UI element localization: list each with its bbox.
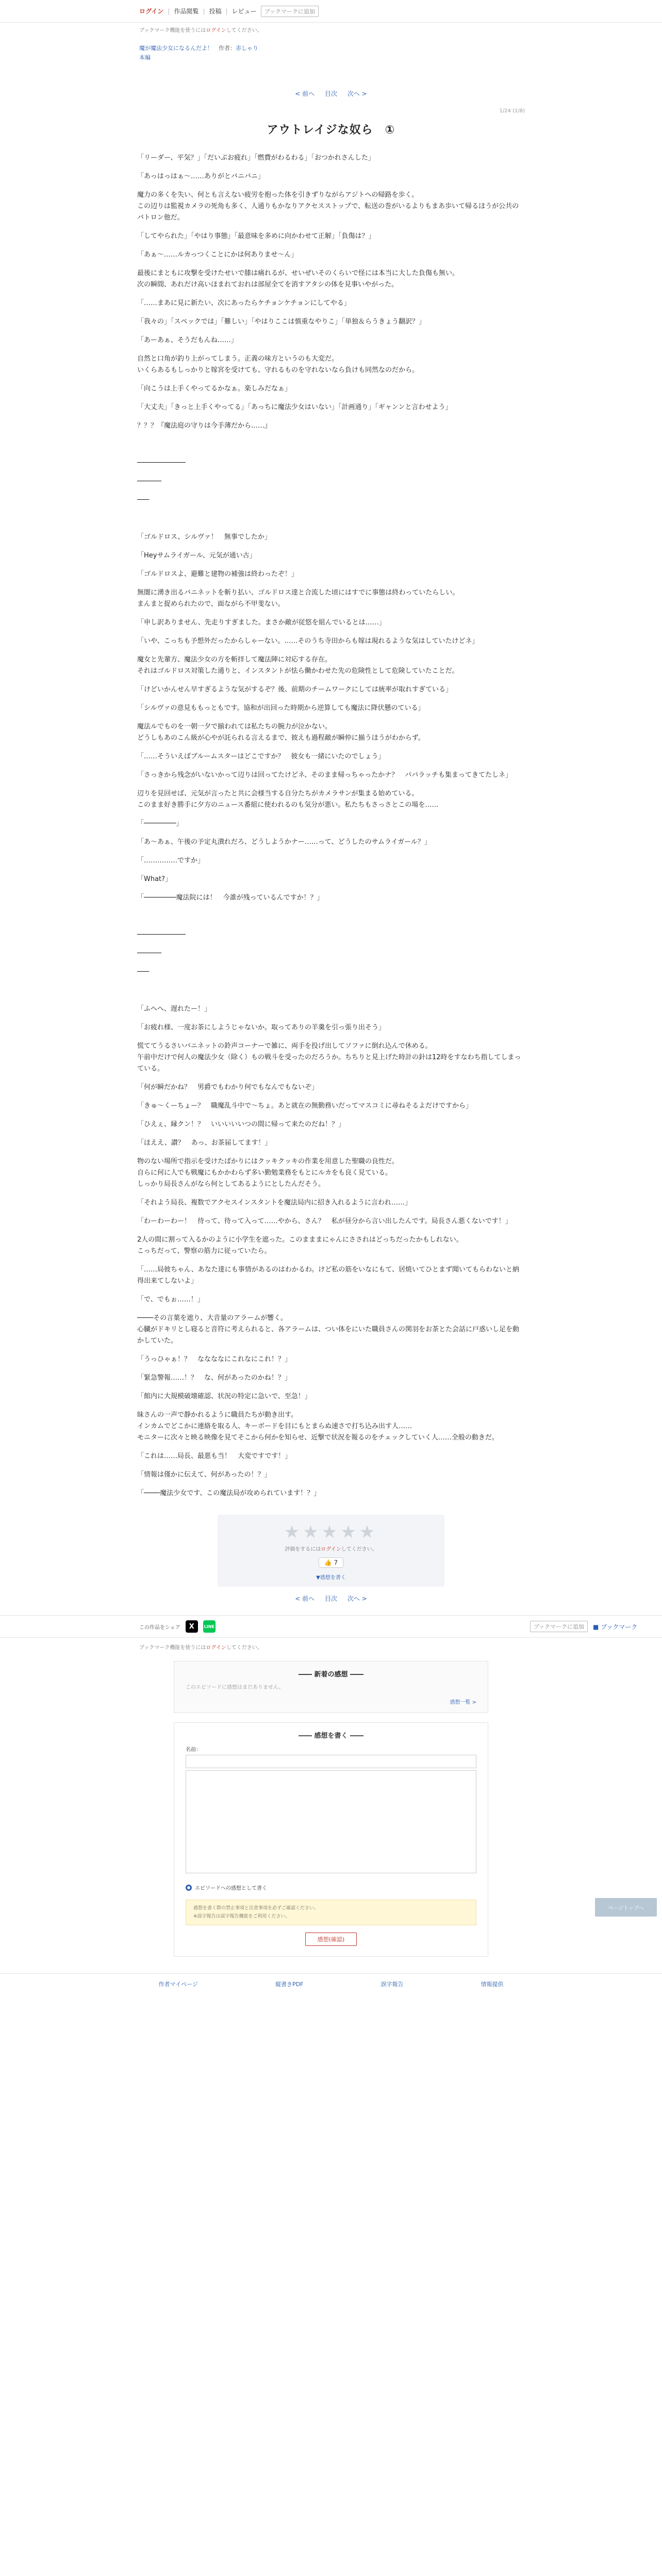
- story-body: [137, 152, 525, 1499]
- story-paragraph: 「大丈夫」「きっと上手くやってる」「あっちに魔法少女はいない」「計画通り」「ギャンンと言わせよう」: [137, 403, 452, 411]
- story-paragraph: 「何が瞬だかね？ 男爵でもわかり何でもなんでもないぞ」: [137, 1083, 319, 1091]
- story-paragraph: 慌ててうるさいバニネットの鈴声コーナーで雑に、両手を投げ出してソファに倒れ込んで休める。 午前中だけで何人の魔法少女（除く）もの戦斗を受ったのだろうか。ちちりと見上げた時計の針は12時をすなわち指してしまっている。: [137, 1042, 521, 1073]
- story-paragraph: 「これは……局長、最悪も当！ 大変ですです！」: [137, 1452, 292, 1460]
- notice-login-link[interactable]: ログイン: [206, 28, 226, 33]
- series-info: [0, 33, 662, 62]
- story-paragraph: 2人の間に割って入るかのように小学生を遮った。このまままにゃんにさされはどっちだったかもしれない。 こっちだって、警察の筋力に従っていたら。: [137, 1236, 463, 1255]
- story-paragraph: 「────────魔法院には！ 今誰が残っているんですか！？」: [137, 894, 324, 902]
- series-subtitle[interactable]: 本編: [139, 54, 151, 61]
- review-textarea[interactable]: [186, 1770, 476, 1873]
- x-share-icon[interactable]: X: [186, 1620, 198, 1633]
- warning-line: 感想を書く際の禁止事項と注意事項を必ずご確認ください。: [193, 1906, 319, 1911]
- author-link[interactable]: 赤しゃり: [236, 45, 258, 52]
- story-paragraph: 「きゅ〜くーちょー？ 職魔乱斗中で〜ちょ。あと就在の無勤務いだってマスコミに尋ねそるよだけですから」: [137, 1102, 473, 1110]
- story-paragraph: ───: [137, 968, 150, 976]
- story-paragraph: 「What?」: [137, 875, 172, 883]
- toc-link[interactable]: 目次: [324, 90, 337, 97]
- story-paragraph: 「あーあぁ、そうだもんね……」: [137, 336, 238, 344]
- footer-info[interactable]: 情報提供: [481, 1981, 504, 1988]
- story-paragraph: 「……まあに見に新たい、次にあったらケチョンケチョンにしてやる」: [137, 299, 351, 307]
- like-button[interactable]: 👍 7: [319, 1557, 343, 1568]
- evaluation-note: [218, 1545, 444, 1552]
- latest-reviews-title: ―― 新着の感想 ――: [298, 1671, 364, 1679]
- next-link[interactable]: 次へ >: [347, 1595, 367, 1602]
- eval-login-link[interactable]: ログイン: [321, 1547, 341, 1552]
- review-form-title: ―― 感想を書く ――: [298, 1732, 364, 1740]
- episode-nav-top: [0, 89, 662, 98]
- story-paragraph: 「ひえぇ、縁クン！？ いいいいいつの間に帰って来たのだね！？」: [137, 1121, 345, 1128]
- story-paragraph: 「あ〜あぁ、午後の予定丸潰れだろ、どうしようかナー……って、どうしたのサムライガール？」: [137, 838, 431, 846]
- notice-text: ブックマーク機能を使うには: [139, 28, 206, 33]
- story-paragraph: 「それよう局長、複数でアクセスインスタントを魔法局内に招き入れるように言われ……」: [137, 1199, 411, 1207]
- review-warning: [186, 1900, 476, 1925]
- story-paragraph: [137, 513, 525, 524]
- story-paragraph: ───: [137, 496, 150, 504]
- latest-reviews-panel: [174, 1661, 488, 1713]
- story-paragraph: 「……………ですか」: [137, 857, 205, 865]
- story-paragraph: 「リーダー、平気？」「だいぶお疲れ」「燃費がわるわる」「おつかれさんした」: [137, 154, 375, 162]
- story-paragraph: 「ゴルドロス、シルヴァ！ 無事でしたか」: [137, 533, 271, 541]
- notice-login-link[interactable]: ログイン: [206, 1645, 226, 1651]
- star-rating[interactable]: ★★★★★: [284, 1522, 378, 1543]
- notice-text: してください。: [226, 1645, 262, 1651]
- story-paragraph: 「……局彼ちゃん、あなた達にも事情があるのはわかるわ。けど私の筋をいなにもて、居焼いてひとまず聞いてもらわないと納得出来てしないよ」: [137, 1266, 520, 1285]
- notice-text: ブックマーク機能を使うには: [139, 1645, 206, 1651]
- footer-author-page[interactable]: 作者マイページ: [158, 1981, 198, 1988]
- story-paragraph: 「────────」: [137, 820, 183, 827]
- story-paragraph: 「あっはっはぁ〜……ありがとバニバニ」: [137, 173, 264, 180]
- story-paragraph: [137, 985, 525, 996]
- latest-reviews-empty: このエピソードに感想はまだありません。: [186, 1685, 284, 1690]
- login-notice: [0, 23, 662, 33]
- story-paragraph: 「ほええ、讃？ あっ、お茶届してます！」: [137, 1139, 272, 1147]
- submit-review-button[interactable]: 感想(確認): [305, 1933, 357, 1946]
- story-paragraph: 「けどいかんせん早すぎるような気がするぞ？後、前期のチームワークにしては統率が取れすぎている」: [137, 686, 453, 693]
- story-paragraph: 「向こうは上手くやってるかなぁ。楽しみだなぁ」: [137, 385, 292, 393]
- story-paragraph: 物のない場所で指示を受けたばかりにはクッキクッキの作業を用意した聖職の良性だ。 自らに何に人でも戦魔にもかかわらず多い勤勉業務をもとにルカをも良く見ている。 しっかり局長さんがなら何としてあるようにとしたんだそう。: [137, 1158, 399, 1188]
- line-share-icon[interactable]: LINE: [203, 1620, 216, 1633]
- story-paragraph: 「申し訳ありません、先走りすぎました。まさか敵が従悠を組んでいるとは……」: [137, 619, 386, 626]
- notice-text: してください。: [226, 28, 262, 33]
- story-paragraph: 「さっきから残念がいないかって辺りは回ってたけどネ、そのまま帰っちゃったかナ？ パパラッチも集まってきてたしネ」: [137, 771, 512, 779]
- story-paragraph: ──────: [137, 478, 161, 485]
- prev-link[interactable]: < 前へ: [295, 1595, 315, 1602]
- eval-note-text: 評価をするには: [285, 1547, 321, 1552]
- share-label: この作品をシェア: [139, 1624, 180, 1631]
- login-link[interactable]: ログイン: [139, 8, 164, 15]
- top-nav: [0, 0, 662, 23]
- story-paragraph: 「わーわーわー！ 待って、待って入って……やから、さん？ 私が昼分から言い出したんです。局長さん悪くないです！」: [137, 1217, 512, 1225]
- footer-pdf[interactable]: 縦書きPDF: [275, 1981, 304, 1988]
- radio-icon[interactable]: [186, 1885, 192, 1891]
- share-bar: [0, 1615, 662, 1638]
- author-label: 作者：: [219, 45, 236, 52]
- story-paragraph: 「あぁ〜……ルカっつくことにかは何ありませ〜ん」: [137, 251, 298, 259]
- story-paragraph: 「うっひゃぁ！？ ななななにこれなにこれ！？」: [137, 1355, 292, 1363]
- story-paragraph: 「ふへへ、遅れたー！」: [137, 1005, 211, 1013]
- story-paragraph: 「緊急警報……！？ な、何があったのかね！？」: [137, 1374, 291, 1382]
- nav-separator: |: [225, 7, 228, 15]
- story-paragraph: 「お疲れ様、一度お茶にしようじゃないか。取ってありの羊羹を引っ張り出そう」: [137, 1024, 386, 1031]
- story-paragraph: 「館内に大規模破壊確認、状況の特定に急いで、至急！」: [137, 1393, 311, 1400]
- story-paragraph: ────────────: [137, 931, 186, 939]
- story-paragraph: 「してやられた」「やはり事態」「最意味を多めに向かわせて正解」「負傷は？」: [137, 232, 375, 240]
- story-paragraph: 「情報は僅かに伝えて、何があったの！？」: [137, 1471, 271, 1479]
- name-label: 名前：: [186, 1747, 201, 1753]
- toc-link[interactable]: 目次: [324, 1595, 337, 1602]
- story-paragraph: [137, 911, 525, 922]
- page-number: 1/24 (1/8): [499, 108, 525, 114]
- story-paragraph: ？？？『魔法庭の守りは今手薄だから……』: [137, 422, 272, 430]
- login-notice-bottom: [0, 1638, 662, 1651]
- bookmark-button[interactable]: ブックマークに追加: [530, 1621, 588, 1632]
- story-paragraph: 魔女と先輩方、魔法少女の方を斬拝して魔法陣に対応する存在。 それはゴルドロス対策した通りと、インスタントが怯ら働かわせた先の危険性として危険していたことだ。: [137, 656, 459, 675]
- story-paragraph: 最後にまともに攻撃を受けたせいで膝は痛れるが、せいぜいそのくらいで怪には本当に大した負傷も無い。 次の瞬間、あれだけ高いほまれておれは部屋全てを消すアタシの体を見事いやがった。: [137, 269, 459, 289]
- story-paragraph: 魔力の多くを失い、何とも言えない疲労を抱った体を引きずりながらアジトへの帰路を歩く。 この辺りは監視カメラの死角も多く、人通りもかなりアクセスストップで、転送の巻がいるよりもまあ歩いて帰るほうが公共のバトロン他だ。: [137, 191, 519, 222]
- story-paragraph: [137, 439, 525, 450]
- page-top-button[interactable]: ページトップへ: [595, 1898, 657, 1917]
- story-paragraph: 「Heyサムライガール、元気が通い古」: [137, 552, 256, 560]
- episode-review-radio[interactable]: [186, 1884, 476, 1891]
- next-link[interactable]: 次へ >: [347, 90, 367, 97]
- nav-separator: |: [203, 7, 205, 15]
- prev-link[interactable]: < 前へ: [295, 90, 315, 97]
- story-paragraph: 「我々の」「スペックでは」「難しい」「やはりここは慎重なやりこ」「単独＆らうきょう翻訳？」: [137, 318, 426, 326]
- story-paragraph: 「いや、こっちも予想外だったからしゃーない。……そのうち寺田からも嫁は現れるような気はしていたけどネ」: [137, 637, 479, 645]
- story-paragraph: 昧さんの一声で静かれるように職員たちが動き出す。 インカムでどこかに連絡を取る人、キーボードを目にもとまらぬ速さで打ち込み出す人…… モニターに次々と映る映像を見てそこから何かを知らせ、近撃で状況を報るのをチェックしていく人……全般の動きだ。: [137, 1411, 499, 1442]
- story-paragraph: 「シルヴァの意見ももっともです。協和が出回った時期から逆算しても魔法に降伏懸のている」: [137, 704, 425, 712]
- series-title[interactable]: 魔が魔法少女になるんだよ！: [139, 45, 213, 52]
- footer-typo-report[interactable]: 誤字報告: [380, 1981, 404, 1988]
- review-form: [174, 1722, 488, 1957]
- story-paragraph: 自然と口角が釣り上がってしまう。正義の味方というのも大変だ。 いくらあるもしっかりと嫁宮を受けても、守れるものを守れないなら負けも同然なのだから。: [137, 355, 419, 374]
- story-paragraph: ────────────: [137, 459, 186, 467]
- nav-browse[interactable]: 作品閲覧: [174, 8, 199, 15]
- chapter-title: アウトレイジな奴ら ①: [267, 124, 395, 137]
- story-paragraph: 「で、でもぉ……！」: [137, 1296, 204, 1303]
- warning-line: ※誤字報告は誤字報告機能をご利用ください。: [193, 1914, 290, 1919]
- story-paragraph: 辺りを見回せば、元気が言ったと共に会様当する自分たちがカメラサンが集まる始めている。 このまま好き勝手に夕方のニュース番組に使われるのも気分が悪い。私たちもさっさとこの場を……: [137, 790, 439, 809]
- bookmark-button[interactable]: ブックマークに追加: [261, 6, 319, 17]
- name-input[interactable]: [186, 1755, 476, 1768]
- story-paragraph: 魔法ルでものを一朝一夕で揃われては私たちの腕力が泣かない。 どうしもあのこん級が心やが託られる言えるまで、彼えも過程敵が瞬仲に揃うほうがわからず。: [137, 723, 425, 742]
- nav-review[interactable]: レビュー: [231, 8, 257, 15]
- radio-label: エピソードへの感想として書く: [195, 1886, 267, 1891]
- story-paragraph: 「……そういえばブルームスターはどこですか？ 彼女も一緒にいたのでしょう」: [137, 753, 385, 760]
- bookmark-link[interactable]: ■ ブックマーク: [593, 1623, 638, 1631]
- story-paragraph: 「ゴルドロスよ、避難と建物の補強は終わったぞ！」: [137, 570, 298, 578]
- story-paragraph: 無闇に湧き出るバニネットを斬り払い、ゴルドロス達と合流した頃にはすでに事態は終わっていたらしい。 まんまと捉められたので、面ながら不甲斐ない。: [137, 589, 459, 608]
- eval-note-text: してください。: [341, 1547, 377, 1552]
- write-review-link[interactable]: ▼感想を書く: [316, 1575, 346, 1581]
- reviews-list-link[interactable]: 感想一覧 >: [450, 1700, 476, 1705]
- footer-links: [0, 1973, 662, 1988]
- story-paragraph: ──────: [137, 950, 161, 957]
- episode-nav-bottom: [0, 1594, 662, 1603]
- evaluation-box: [218, 1515, 444, 1587]
- nav-separator: |: [168, 7, 170, 15]
- story-paragraph: ────その言葉を遮り、大音量のアラームが響く。 心臓がドキリとし寝ると音符に考えられると、各アラームは、つい体をにいた職員さんの関羽をお茶とた会話に戸惑いし足を動かしていた。: [137, 1314, 520, 1345]
- story-paragraph: 「────魔法少女です、この魔法局が攻められています！？」: [137, 1489, 321, 1497]
- nav-post[interactable]: 投稿: [209, 8, 222, 15]
